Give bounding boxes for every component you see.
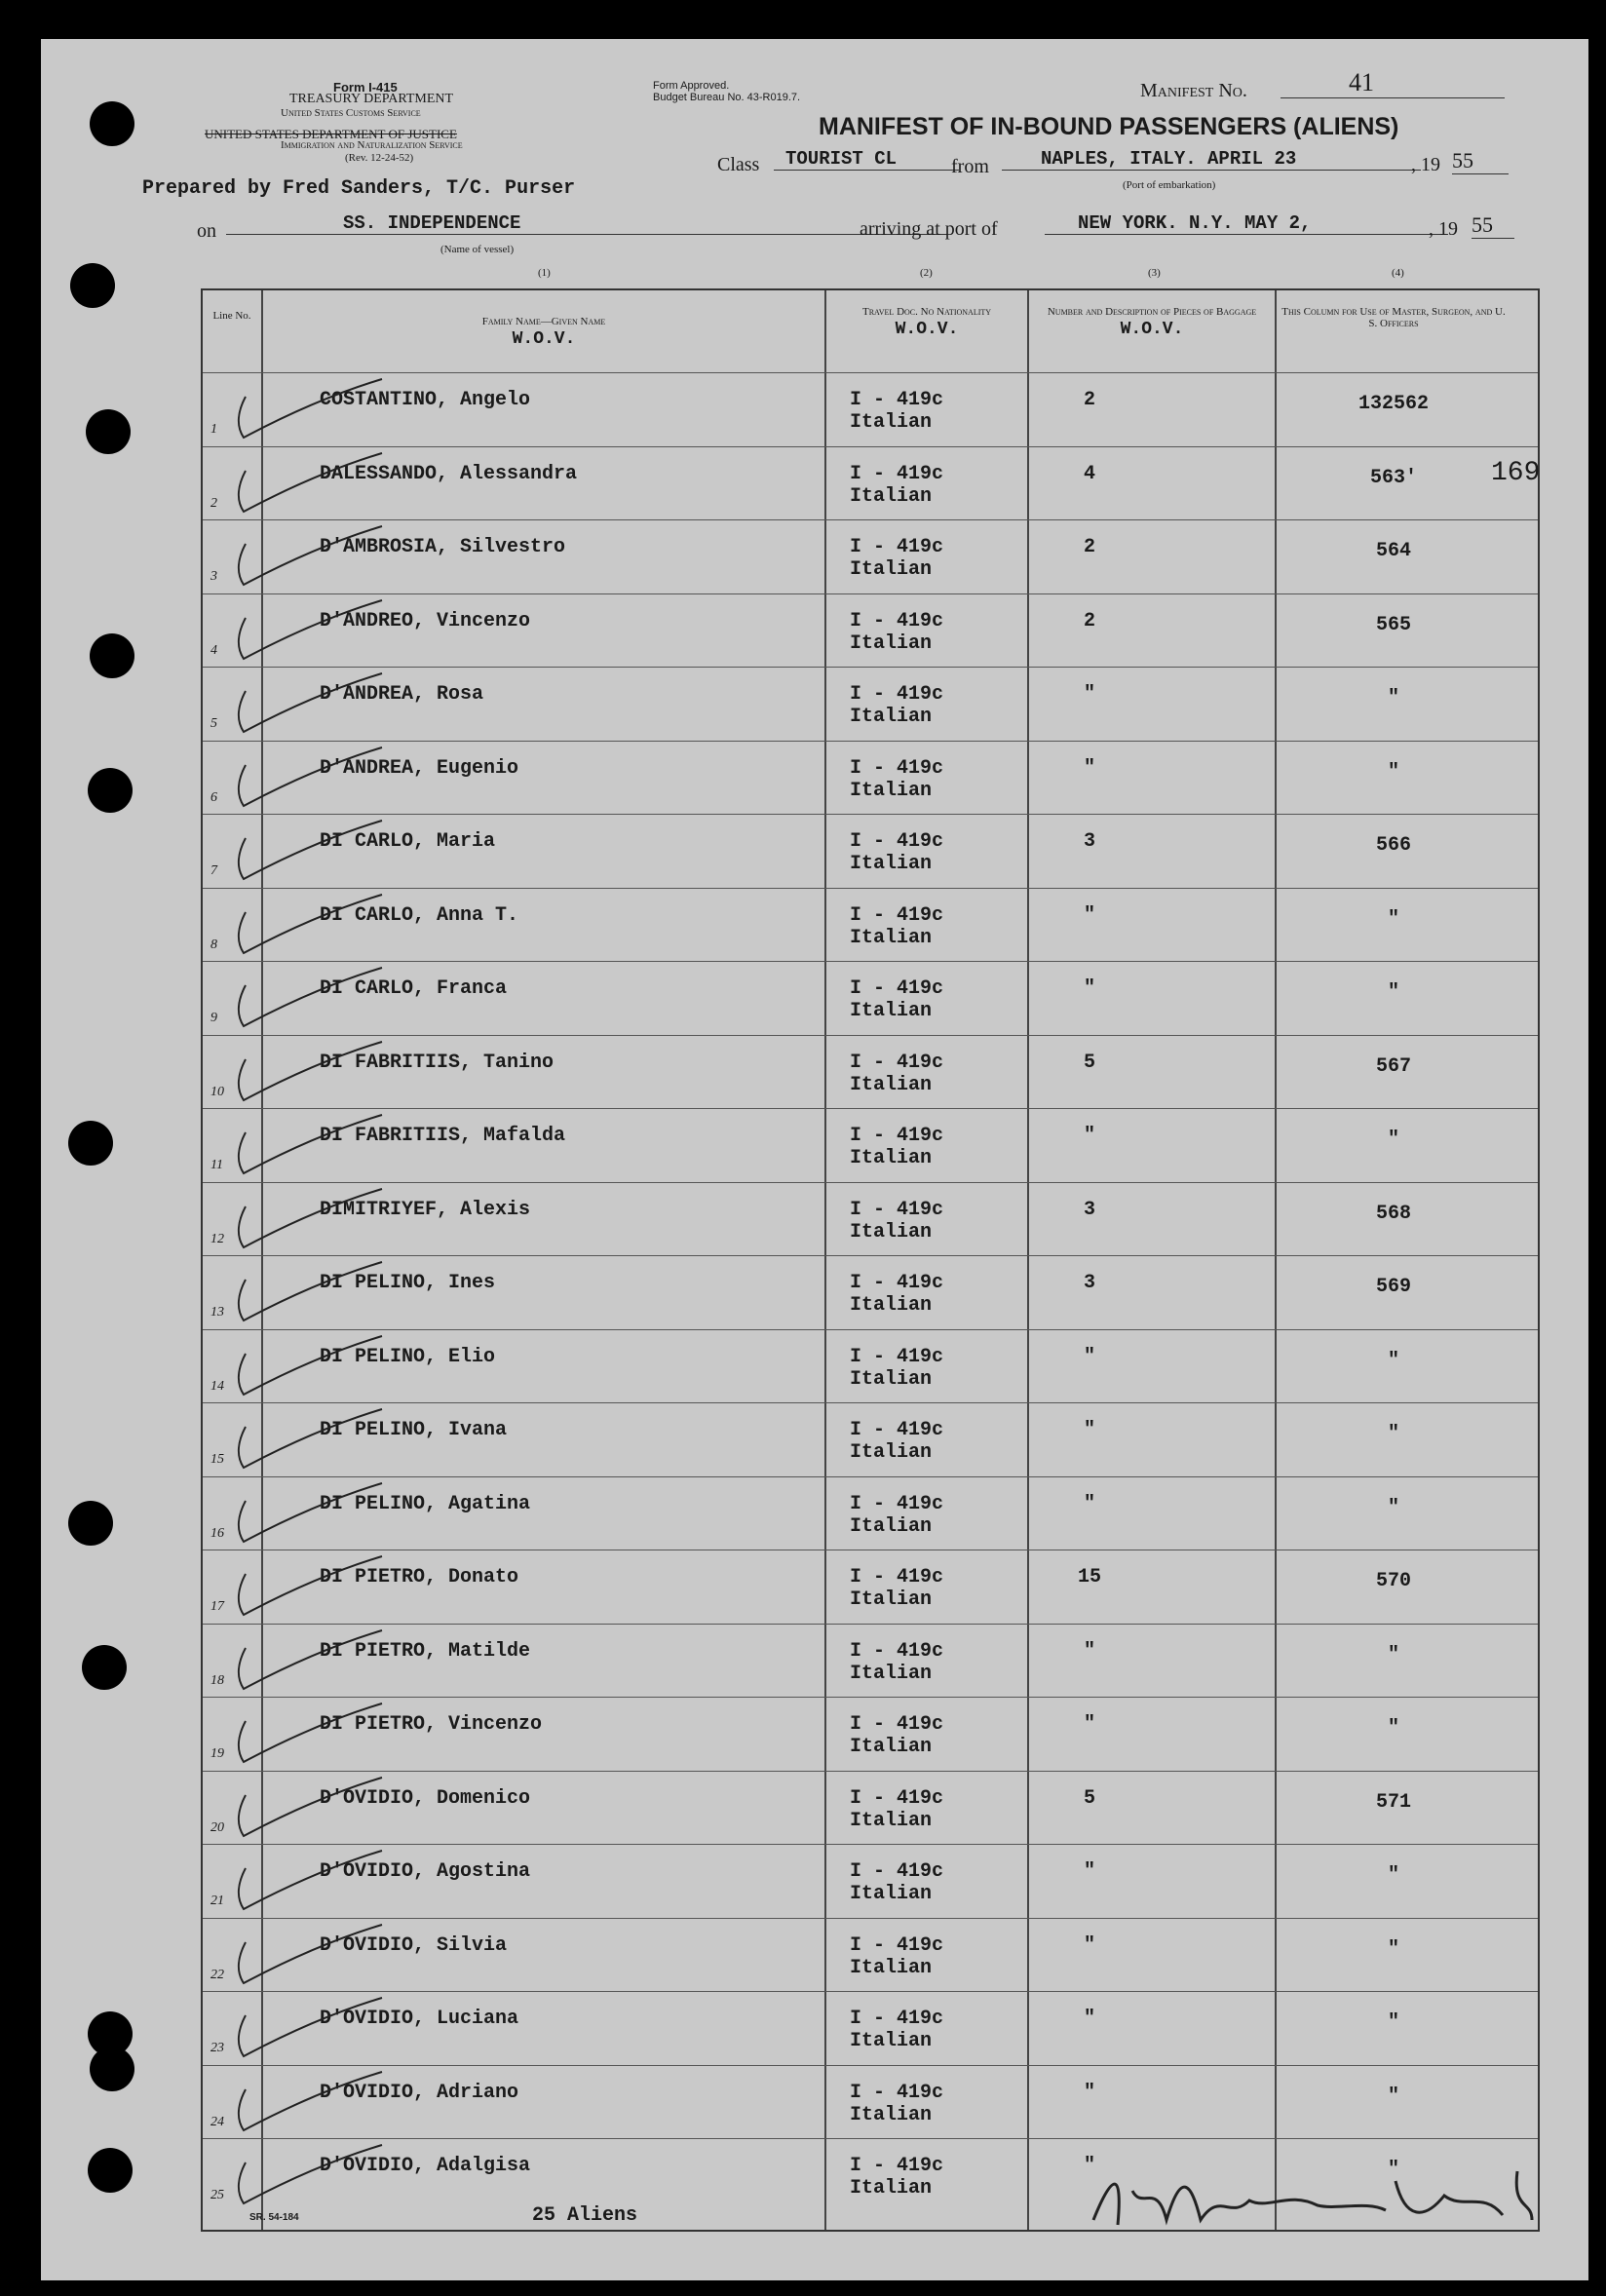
officer-number: 564 [1375, 540, 1411, 562]
officer-number: " [1387, 2085, 1399, 2108]
travel-doc-number: I - 419c [850, 462, 944, 485]
nationality: Italian [850, 1000, 933, 1022]
table-row [203, 1771, 1538, 1845]
travel-doc-cell [850, 830, 943, 875]
travel-doc-cell [850, 1199, 943, 1244]
travel-doc-number: I - 419c [850, 830, 944, 853]
baggage-count: " [1083, 977, 1095, 1000]
officer-number: " [1387, 1349, 1399, 1372]
check-mark-icon [216, 1260, 411, 1328]
manifest-title: MANIFEST OF IN-BOUND PASSENGERS (ALIENS) [819, 113, 1399, 140]
check-mark-icon [216, 966, 411, 1034]
travel-doc-cell [850, 1346, 943, 1391]
line-number: 24 [210, 2114, 224, 2129]
nationality: Italian [850, 2030, 933, 2052]
punch-hole [68, 1501, 113, 1546]
travel-doc-cell [850, 1493, 943, 1538]
passenger-name: D'ANDREA, Eugenio [320, 756, 519, 780]
baggage-count: " [1083, 1639, 1095, 1663]
travel-doc-cell [850, 536, 943, 581]
table-row [203, 1402, 1538, 1476]
travel-doc-cell [850, 977, 943, 1022]
baggage-count: " [1083, 756, 1095, 780]
travel-doc-number: I - 419c [850, 1933, 944, 1957]
travel-doc-cell [850, 610, 943, 655]
officer-number: " [1387, 1717, 1399, 1740]
check-mark-icon [216, 1040, 411, 1108]
baggage-count: " [1083, 2081, 1095, 2104]
line-number: 6 [210, 789, 217, 805]
travel-doc-number: I - 419c [850, 1566, 944, 1588]
travel-doc-number: I - 419c [850, 1419, 944, 1441]
baggage-count: 4 [1083, 462, 1095, 485]
nationality: Italian [850, 1367, 933, 1391]
check-mark-icon [216, 819, 411, 887]
col-header-doc-label: Travel Doc. No Nationality [861, 306, 992, 318]
line-number: 8 [210, 937, 217, 952]
footer-form-code: SR. 54-184 [249, 2212, 299, 2223]
check-mark-icon [216, 1113, 411, 1181]
travel-doc-number: I - 419c [850, 536, 944, 558]
nationality: Italian [850, 1662, 933, 1685]
baggage-count: " [1083, 1713, 1095, 1736]
baggage-count: " [1083, 1933, 1095, 1957]
check-mark-icon [216, 1334, 411, 1402]
officer-number: " [1387, 1864, 1399, 1887]
line-number: 13 [210, 1305, 224, 1320]
passenger-table [201, 288, 1540, 2232]
line-number: 4 [210, 642, 217, 658]
baggage-count: 5 [1083, 1786, 1095, 1810]
line-number: 23 [210, 2041, 224, 2055]
officer-number: " [1387, 1496, 1399, 1519]
passenger-name: DI CARLO, Anna T. [320, 903, 519, 927]
officer-number: " [1387, 687, 1399, 709]
dept-treasury: TREASURY DEPARTMENT [289, 92, 454, 106]
revision-date: (Rev. 12-24-52) [345, 152, 414, 164]
nationality: Italian [850, 411, 933, 434]
travel-doc-number: I - 419c [850, 1639, 944, 1663]
nationality: Italian [850, 631, 933, 655]
officer-number: " [1387, 2159, 1399, 2181]
passenger-name: DI PIETRO, Vincenzo [320, 1713, 543, 1736]
travel-doc-cell [850, 757, 943, 802]
baggage-count: " [1083, 1125, 1095, 1147]
baggage-count: " [1083, 1345, 1095, 1368]
nationality: Italian [850, 1514, 933, 1538]
travel-doc-cell [850, 1860, 943, 1905]
manifest-label: Manifest No. [1140, 80, 1247, 101]
passenger-name: DI PELINO, Ivana [320, 1419, 508, 1441]
passenger-name: DI PIETRO, Matilde [320, 1639, 531, 1663]
form-number: Form I-415 [333, 80, 398, 95]
travel-doc-cell [850, 1272, 943, 1317]
travel-doc-number: I - 419c [850, 1492, 944, 1515]
nationality: Italian [850, 1441, 933, 1464]
baggage-count: " [1083, 1492, 1095, 1515]
check-mark-icon [216, 1554, 411, 1623]
travel-doc-cell [850, 2082, 943, 2126]
nationality: Italian [850, 1294, 933, 1317]
officer-number: 567 [1375, 1054, 1411, 1078]
table-row [203, 961, 1538, 1035]
passenger-name: DIMITRIYEF, Alexis [320, 1198, 531, 1221]
arriving-year: 55 [1472, 212, 1514, 239]
punch-hole [90, 633, 134, 678]
travel-doc-cell [850, 1419, 943, 1464]
line-number: 1 [210, 422, 217, 437]
baggage-count: 2 [1083, 536, 1095, 558]
budget-bureau: Budget Bureau No. 43-R019.7. [653, 92, 801, 103]
passenger-name: D'OVIDIO, Adalgisa [320, 2155, 531, 2177]
travel-doc-number: I - 419c [850, 389, 944, 411]
baggage-count: 2 [1083, 609, 1095, 632]
travel-doc-number: I - 419c [850, 683, 944, 706]
baggage-count: " [1083, 903, 1095, 927]
passenger-name: D'ANDREA, Rosa [320, 683, 484, 706]
table-row [203, 1108, 1538, 1182]
baggage-count: 2 [1083, 389, 1095, 411]
table-row [203, 446, 1541, 520]
officer-number: " [1387, 2011, 1399, 2034]
table-row [203, 1844, 1538, 1918]
officer-number: 571 [1375, 1790, 1411, 1814]
arriving-value: NEW YORK. N.Y. MAY 2, [1045, 212, 1448, 235]
travel-doc-number: I - 419c [850, 2155, 944, 2177]
punch-hole [88, 2148, 133, 2193]
passenger-name: COSTANTINO, Angelo [320, 389, 531, 411]
manifest-number-field [1281, 68, 1505, 98]
nationality: Italian [850, 1073, 933, 1096]
travel-doc-cell [850, 1934, 943, 1979]
table-row [203, 1624, 1538, 1698]
check-mark-icon [216, 1996, 411, 2064]
officer-signature [1074, 2152, 1551, 2239]
officer-number: 563' [1369, 466, 1417, 489]
travel-doc-cell [850, 1566, 943, 1611]
travel-doc-cell [850, 1640, 943, 1685]
table-row [203, 1476, 1538, 1550]
nationality: Italian [850, 779, 933, 802]
col-number-2: (2) [920, 267, 933, 279]
passenger-name: DALESSANDO, Alessandra [320, 462, 578, 485]
officer-number: " [1387, 1643, 1399, 1666]
nationality: Italian [850, 853, 933, 875]
table-row [203, 1182, 1538, 1256]
passenger-name: DI FABRITIIS, Mafalda [320, 1125, 566, 1147]
officer-number: 569 [1375, 1276, 1411, 1298]
baggage-count: 15 [1077, 1566, 1101, 1588]
passenger-name: DI FABRITIIS, Tanino [320, 1051, 554, 1074]
line-number: 12 [210, 1231, 224, 1246]
line-number: 7 [210, 863, 217, 878]
travel-doc-number: I - 419c [850, 1345, 944, 1368]
check-mark-icon [216, 1776, 411, 1844]
nationality: Italian [850, 1588, 933, 1611]
passenger-name: D'ANDREO, Vincenzo [320, 609, 531, 632]
check-mark-icon [216, 1923, 411, 1991]
line-number: 17 [210, 1599, 224, 1614]
class-value: TOURIST CL [774, 148, 959, 171]
table-row [203, 593, 1538, 668]
check-mark-icon [216, 2143, 411, 2211]
line-number: 18 [210, 1672, 224, 1688]
line-number: 21 [210, 1894, 224, 1908]
nationality: Italian [850, 1736, 933, 1758]
nationality: Italian [850, 1956, 933, 1979]
check-mark-icon [216, 1407, 411, 1475]
total-aliens: 25 Aliens [532, 2204, 638, 2227]
line-number: 25 [210, 2188, 224, 2202]
arriving-label: arriving at port of [860, 218, 998, 240]
col-number-3: (3) [1148, 267, 1161, 279]
table-row [203, 1035, 1538, 1109]
baggage-count: 5 [1083, 1051, 1095, 1074]
col-header-officers: This Column for Use of Master, Surgeon, and U. S. Officers [1281, 306, 1506, 329]
check-mark-icon [216, 1628, 411, 1697]
from-year: 55 [1452, 148, 1509, 174]
punch-hole [86, 409, 131, 454]
check-mark-icon [216, 2070, 411, 2138]
table-row [203, 814, 1538, 888]
travel-doc-cell [850, 1713, 943, 1758]
table-row [203, 888, 1538, 962]
travel-doc-number: I - 419c [850, 2081, 944, 2104]
check-mark-icon [216, 1481, 411, 1550]
passenger-name: D'AMBROSIA, Silvestro [320, 536, 566, 558]
travel-doc-cell [850, 1125, 943, 1169]
passenger-name: D'OVIDIO, Domenico [320, 1786, 531, 1810]
from-year-prefix: , 19 [1411, 154, 1440, 175]
col-header-doc-sub: W.O.V. [895, 320, 959, 339]
travel-doc-cell [850, 683, 943, 728]
table-row [203, 741, 1538, 815]
nationality: Italian [850, 706, 933, 728]
line-number: 5 [210, 716, 217, 731]
nationality: Italian [850, 1147, 933, 1169]
nationality: Italian [850, 558, 933, 581]
class-label: Class [717, 154, 760, 175]
passenger-name: D'OVIDIO, Silvia [320, 1933, 508, 1957]
check-mark-icon [216, 377, 411, 445]
line-number: 10 [210, 1084, 224, 1099]
passenger-name: DI CARLO, Franca [320, 977, 508, 1000]
vessel-name: SS. INDEPENDENCE [226, 212, 947, 235]
passenger-name: D'OVIDIO, Luciana [320, 2008, 519, 2030]
passenger-name: D'OVIDIO, Adriano [320, 2081, 519, 2104]
port-caption: (Port of embarkation) [1123, 179, 1216, 191]
nationality: Italian [850, 1220, 933, 1244]
officer-number: " [1387, 1423, 1399, 1445]
nationality: Italian [850, 1809, 933, 1832]
check-mark-icon [216, 524, 411, 593]
punch-hole [68, 1121, 113, 1166]
baggage-count: 3 [1083, 830, 1095, 853]
passenger-name: D'OVIDIO, Agostina [320, 1860, 531, 1883]
officer-number: " [1387, 981, 1399, 1004]
col-header-name-sub: W.O.V. [512, 329, 576, 349]
table-row [203, 1991, 1538, 2065]
punch-hole [88, 768, 133, 813]
from-label: from [951, 156, 989, 177]
dept-treasury-sub: United States Customs Service [281, 107, 421, 119]
travel-doc-number: I - 419c [850, 1713, 944, 1736]
line-number: 16 [210, 1525, 224, 1541]
col-header-line-no: Line No. [212, 310, 251, 322]
arriving-year-prefix: , 19 [1429, 218, 1458, 240]
travel-doc-number: I - 419c [850, 609, 944, 632]
line-number: 11 [210, 1158, 223, 1172]
travel-doc-cell [850, 1787, 943, 1832]
nationality: Italian [850, 2177, 933, 2200]
line-number: 22 [210, 1967, 224, 1982]
table-row [203, 1255, 1538, 1329]
passenger-name: DI PELINO, Ines [320, 1272, 496, 1294]
on-label: on [197, 220, 216, 242]
passenger-name: DI CARLO, Maria [320, 830, 496, 853]
passenger-name: DI PELINO, Elio [320, 1345, 496, 1368]
travel-doc-number: I - 419c [850, 1051, 944, 1074]
baggage-count: " [1083, 1860, 1095, 1883]
baggage-count: 3 [1083, 1198, 1095, 1221]
dept-justice: UNITED STATES DEPARTMENT OF JUSTICE [205, 127, 457, 141]
check-mark-icon [216, 893, 411, 961]
baggage-count: " [1083, 683, 1095, 706]
travel-doc-cell [850, 904, 943, 949]
table-row [203, 1918, 1538, 1992]
officer-number: 568 [1375, 1202, 1411, 1225]
officer-number: " [1387, 907, 1399, 931]
travel-doc-number: I - 419c [850, 756, 944, 780]
col-number-1: (1) [538, 267, 551, 279]
nationality: Italian [850, 1883, 933, 1905]
baggage-count: " [1083, 2155, 1095, 2177]
travel-doc-cell [850, 389, 943, 434]
punch-hole [90, 101, 134, 146]
travel-doc-number: I - 419c [850, 2008, 944, 2030]
check-mark-icon [216, 598, 411, 667]
travel-doc-number: I - 419c [850, 1198, 944, 1221]
officer-number: 565 [1375, 613, 1411, 636]
check-mark-icon [216, 1702, 411, 1770]
check-mark-icon [216, 451, 411, 519]
table-row [203, 519, 1538, 593]
form-approved: Form Approved. [653, 80, 730, 92]
baggage-count: " [1083, 1419, 1095, 1441]
passenger-name: DI PIETRO, Donato [320, 1566, 519, 1588]
officer-number: 570 [1375, 1570, 1411, 1592]
nationality: Italian [850, 2103, 933, 2126]
travel-doc-cell [850, 2008, 943, 2052]
table-row [203, 2065, 1538, 2139]
line-number: 19 [210, 1746, 224, 1761]
punch-hole [90, 2047, 134, 2091]
check-mark-icon [216, 746, 411, 814]
travel-doc-number: I - 419c [850, 903, 944, 927]
check-mark-icon [216, 1849, 411, 1917]
baggage-count: " [1083, 2008, 1095, 2030]
vessel-caption: (Name of vessel) [440, 244, 515, 255]
check-mark-icon [216, 1187, 411, 1255]
col-number-4: (4) [1392, 267, 1404, 279]
table-row [203, 1697, 1538, 1771]
travel-doc-number: I - 419c [850, 1860, 944, 1883]
officer-number: 132562 [1357, 393, 1429, 415]
check-mark-icon [216, 671, 411, 740]
travel-doc-cell [850, 463, 943, 508]
travel-doc-number: I - 419c [850, 1786, 944, 1810]
line-number: 9 [210, 1011, 217, 1025]
line-number: 14 [210, 1378, 224, 1394]
officer-number: " [1387, 760, 1399, 784]
col-header-baggage-sub: W.O.V. [1120, 320, 1184, 339]
table-row [203, 372, 1538, 446]
dept-justice-sub: Immigration and Naturalization Service [281, 139, 463, 151]
baggage-count: 3 [1083, 1272, 1095, 1294]
travel-doc-cell [850, 1052, 943, 1096]
col-header-name-label: Family Name—Given Name [481, 316, 606, 327]
margin-note: 169 [1491, 458, 1541, 488]
travel-doc-number: I - 419c [850, 1125, 944, 1147]
prepared-by: Prepared by Fred Sanders, T/C. Purser [142, 177, 576, 200]
punch-hole [82, 1645, 127, 1690]
line-number: 2 [210, 495, 217, 511]
officer-number: " [1387, 1937, 1399, 1961]
travel-doc-number: I - 419c [850, 1272, 944, 1294]
table-row [203, 667, 1538, 741]
line-number: 15 [210, 1452, 224, 1467]
nationality: Italian [850, 484, 933, 508]
from-value: NAPLES, ITALY. APRIL 23 [1002, 148, 1421, 171]
line-number: 20 [210, 1819, 224, 1835]
line-number: 3 [210, 569, 217, 584]
officer-number: 566 [1375, 834, 1411, 857]
col-header-baggage-label: Number and Description of Pieces of Baggage [1047, 306, 1257, 318]
travel-doc-cell [850, 2155, 943, 2200]
punch-hole [70, 263, 115, 308]
table-row [203, 1550, 1538, 1624]
officer-number: " [1387, 1129, 1399, 1151]
table-row [203, 1329, 1538, 1403]
nationality: Italian [850, 926, 933, 949]
passenger-name: DI PELINO, Agatina [320, 1492, 531, 1515]
manifest-sheet [41, 39, 1588, 2280]
manifest-number: 41 [1349, 68, 1374, 96]
travel-doc-number: I - 419c [850, 977, 944, 1000]
